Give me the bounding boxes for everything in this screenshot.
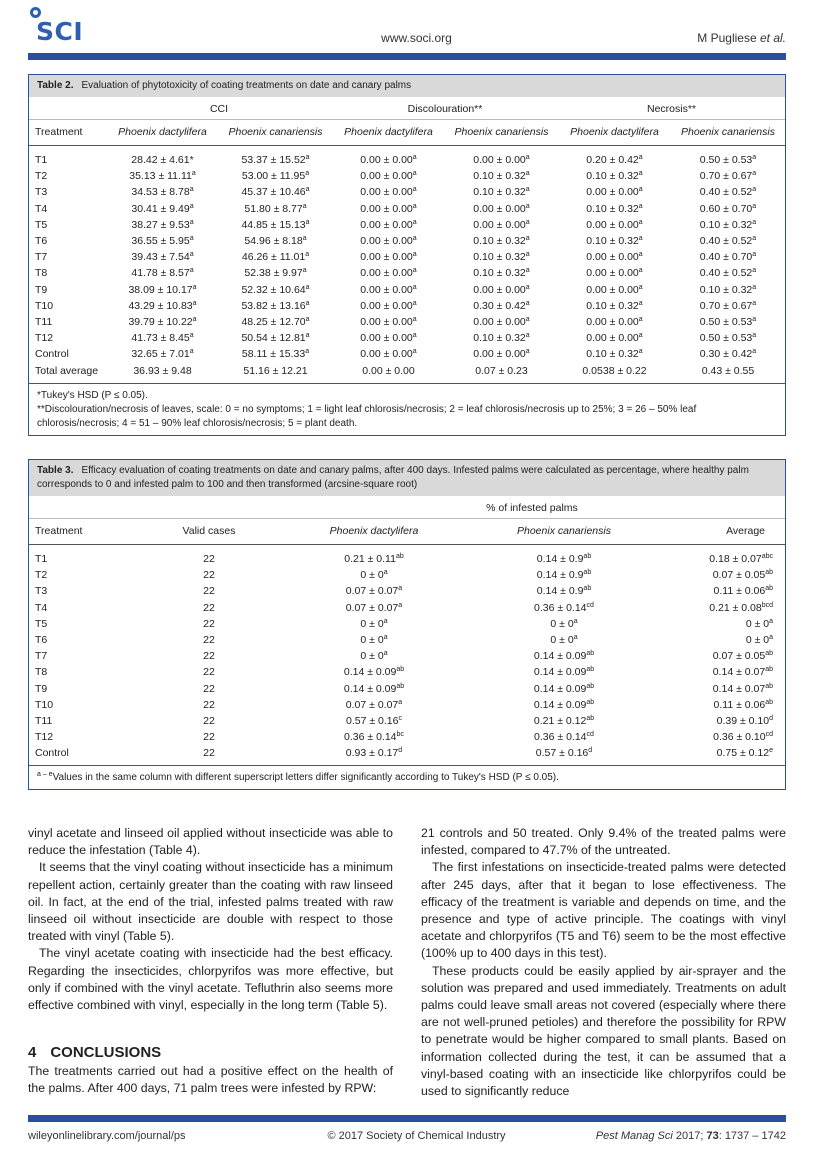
- table-cell: 22: [203, 569, 215, 582]
- table-cell: 0.10 ± 0.32$^a$: [586, 202, 643, 215]
- table-cell: 0.00 ± 0.00$^a$: [360, 251, 417, 264]
- table-cell: T1: [35, 553, 48, 566]
- table-cell: 0.07 ± 0.07$^a$: [345, 585, 403, 598]
- table-2-note: *Tukey's HSD (P ≤ 0.05).: [37, 389, 148, 401]
- table-row: [29, 233, 785, 249]
- table-cell: 22: [203, 617, 215, 630]
- table-cell: 0.10 ± 0.32$^a$: [586, 170, 643, 183]
- table-cell: 0.14 ± 0.07$^{ab}$: [712, 682, 773, 695]
- table-cell: 0.00 ± 0.00$^a$: [473, 348, 530, 361]
- table-row: [29, 265, 785, 281]
- table-cell: 35.13 ± 11.11$^a$: [129, 170, 196, 183]
- table-cell: 28.42 ± 4.61*: [131, 154, 194, 167]
- table-cell: 0.00 ± 0.00$^a$: [586, 251, 643, 264]
- table-cell: T12: [35, 332, 54, 345]
- table-cell: 0.11 ± 0.06$^{ab}$: [713, 698, 773, 711]
- table-row: [29, 664, 785, 680]
- table-cell: 0.14 ± 0.9$^{ab}$: [536, 553, 592, 566]
- table-cell: 0.10 ± 0.32$^a$: [473, 267, 530, 280]
- table-row: [29, 632, 785, 648]
- table-cell: 53.82 ± 13.16$^a$: [241, 299, 310, 312]
- table-row: [29, 184, 785, 200]
- table-cell: 0.14 ± 0.09$^{ab}$: [533, 666, 595, 679]
- paragraph: The treatments carried out had a positive effect on the health of the palms. After 400 days, 71 palm trees were infested by RPW:: [28, 1064, 393, 1096]
- section-heading: 4 CONCLUSIONS: [28, 1044, 162, 1061]
- table-cell: T11: [35, 714, 53, 727]
- table-cell: 52.38 ± 9.97$^a$: [244, 267, 307, 280]
- table-cell: 0.00 ± 0.00$^a$: [473, 202, 530, 215]
- table-row: [29, 201, 785, 217]
- table-cell: T9: [35, 283, 48, 296]
- table-cell: 0.14 ± 0.09$^{ab}$: [533, 650, 595, 663]
- paragraph: It seems that the vinyl coating without insecticide has a minimum repellent action, certainly greater than the coating with raw linseed oil. In fact, at the end of the trial, infested palms treated with raw linseed oil without insecticide are double with respect to those treated with vinyl (Table 5).: [28, 860, 393, 944]
- table-cell: $0 \pm 0^a$: [550, 617, 578, 630]
- table-row: [29, 362, 785, 382]
- col-species: Phoenix canariensis: [219, 120, 332, 146]
- table-cell: 0.07 ± 0.07$^a$: [345, 698, 403, 711]
- table-2-note: **Discolouration/necrosis of leaves, scale: 0 = no symptoms; 1 = light leaf chlorosis/necrosis; 2 = leaf chlorosis/necrosis up to 25%; 3 = 26 – 50% leaf chlorosis/necrosis; 4 = 51 – 90% leaf chlorosis/necrosis; 5 = plant death.: [37, 403, 697, 429]
- table-cell: Control: [35, 747, 69, 760]
- table-cell: 0.14 ± 0.09$^{ab}$: [343, 682, 405, 695]
- table-cell: T4: [35, 601, 48, 614]
- table-cell: 0.00 ± 0.00$^a$: [473, 283, 530, 296]
- table-cell: 0.50 ± 0.53$^a$: [699, 315, 757, 328]
- table-cell: $0 \pm 0^a$: [550, 634, 578, 647]
- col-treatment: Treatment: [29, 120, 106, 146]
- table-cell: 0.21 ± 0.11$^{ab}$: [344, 553, 404, 566]
- table-cell: 22: [203, 682, 215, 695]
- table-cell: 0.00 ± 0.00$^a$: [586, 218, 643, 231]
- table-cell: 0.43 ± 0.55: [701, 364, 755, 377]
- table-cell: 0.10 ± 0.32$^a$: [699, 218, 757, 231]
- table-cell: 0.00 ± 0.00$^a$: [360, 315, 417, 328]
- col-treatment: Treatment: [29, 519, 139, 545]
- table-cell: 22: [203, 634, 215, 647]
- table-cell: 0.93 ± 0.17$^d$: [345, 747, 403, 760]
- table-cell: 51.80 ± 8.77$^a$: [244, 202, 307, 215]
- table-cell: 52.32 ± 10.64$^a$: [241, 283, 310, 296]
- table-cell: 0.70 ± 0.67$^a$: [699, 299, 757, 312]
- table-row: [29, 681, 785, 697]
- table-cell: 43.29 ± 10.83$^a$: [128, 299, 197, 312]
- table-cell: 0.0538 ± 0.22: [582, 364, 647, 377]
- table-cell: 0.14 ± 0.09$^{ab}$: [533, 682, 595, 695]
- table-cell: 0.14 ± 0.07$^{ab}$: [712, 666, 773, 679]
- table-cell: $0 \pm 0^a$: [360, 569, 388, 582]
- col-species: Phoenix canariensis: [671, 120, 785, 146]
- table-cell: 48.25 ± 12.70$^a$: [241, 315, 310, 328]
- table-cell: 0.10 ± 0.32$^a$: [473, 170, 530, 183]
- table-cell: 38.27 ± 9.53$^a$: [131, 218, 194, 231]
- table-row: [29, 146, 785, 169]
- table-cell: 38.09 ± 10.17$^a$: [128, 283, 197, 296]
- table-cell: 0.10 ± 0.32$^a$: [586, 348, 643, 361]
- table-cell: 0.40 ± 0.52$^a$: [699, 186, 757, 199]
- table-cell: 53.37 ± 15.52$^a$: [241, 154, 310, 167]
- table-cell: 0.50 ± 0.53$^a$: [699, 332, 757, 345]
- table-cell: T5: [35, 218, 48, 231]
- table-cell: 58.11 ± 15.33$^a$: [241, 348, 310, 361]
- col-average: Average: [659, 519, 785, 545]
- table-cell: 0.57 ± 0.16$^c$: [346, 714, 402, 727]
- right-column: [421, 825, 786, 1100]
- table-cell: 22: [203, 698, 215, 711]
- table-cell: $0 \pm 0^a$: [745, 634, 773, 647]
- header-rule: [28, 53, 786, 60]
- table-cell: Control: [35, 348, 69, 361]
- table-cell: 39.79 ± 10.22$^a$: [128, 315, 197, 328]
- table-row: [29, 346, 785, 362]
- table-cell: 41.73 ± 8.45$^a$: [131, 332, 194, 345]
- table-row: [29, 314, 785, 330]
- table-cell: 0.10 ± 0.32$^a$: [699, 283, 757, 296]
- paragraph: 21 controls and 50 treated. Only 9.4% of the treated palms were infested, compared to 47.7% of the untreated.: [421, 826, 786, 858]
- table-cell: 50.54 ± 12.81$^a$: [241, 332, 310, 345]
- table-cell: 0.57 ± 0.16$^d$: [535, 747, 593, 760]
- table-cell: 0.40 ± 0.52$^a$: [699, 235, 757, 248]
- table-cell: 0.00 ± 0.00$^a$: [586, 267, 643, 280]
- table-cell: 36.55 ± 5.95$^a$: [131, 235, 194, 248]
- table-row: [29, 282, 785, 298]
- table-row: [29, 648, 785, 664]
- table-row: [29, 713, 785, 729]
- table-3: [28, 459, 786, 790]
- table-cell: 0.18 ± 0.07$^{abc}$: [709, 553, 773, 566]
- paragraph: The vinyl acetate coating with insecticide had the best efficacy. Regarding the insecticides, chlorpyrifos was more effective, but only if combined with the vinyl acetate. Tefluthrin also seems more effective combined with vinyl, especially in the long term (Table 5).: [28, 946, 393, 1013]
- table-row: [29, 217, 785, 233]
- table-cell: 22: [203, 714, 215, 727]
- table-cell: T8: [35, 267, 48, 280]
- table-cell: T10: [35, 698, 54, 711]
- table-row: [29, 249, 785, 265]
- table-cell: 0.10 ± 0.32$^a$: [473, 186, 530, 199]
- table-cell: 0.00 ± 0.00$^a$: [360, 170, 417, 183]
- table-row: [29, 583, 785, 599]
- paragraph: These products could be easily applied by air-sprayer and the solution was prepared and used immediately. Treatments on adult palms could leave small areas not covered (especially where there are not well-pruned petioles) and therefore the possibility for RPW to penetrate would be higher compared to small plants. Based on information collected during the test, it can be assumed that a vinyl-based coating with an insecticide like chlorpyrifos could be used to significantly reduce: [421, 963, 786, 1099]
- table-cell: 0.00 ± 0.00$^a$: [360, 186, 417, 199]
- table-cell: T12: [35, 731, 54, 744]
- table-cell: 0.00 ± 0.00$^a$: [586, 332, 643, 345]
- col-species: Phoenix dactylifera: [332, 120, 445, 146]
- group-discolouration: Discolouration**: [332, 97, 558, 120]
- table-cell: 0.20 ± 0.42$^a$: [586, 154, 643, 167]
- table-cell: 22: [203, 553, 215, 566]
- table-cell: 36.93 ± 9.48: [133, 364, 192, 377]
- table-cell: $0 \pm 0^a$: [360, 634, 388, 647]
- table-cell: 0.10 ± 0.32$^a$: [473, 332, 530, 345]
- table-cell: 0.07 ± 0.05$^{ab}$: [712, 569, 773, 582]
- table-cell: T7: [35, 251, 48, 264]
- col-species: Phoenix dactylifera: [558, 120, 671, 146]
- table-cell: $0 \pm 0^a$: [360, 650, 388, 663]
- table-cell: 22: [203, 747, 215, 760]
- table-cell: 0.14 ± 0.09$^{ab}$: [533, 698, 595, 711]
- table-cell: 0.14 ± 0.9$^{ab}$: [536, 569, 592, 582]
- table-cell: 0.10 ± 0.32$^a$: [473, 235, 530, 248]
- table-cell: 0.36 ± 0.14$^{cd}$: [534, 601, 594, 614]
- table-cell: 0.36 ± 0.14$^{cd}$: [534, 731, 594, 744]
- col-species: Phoenix canariensis: [469, 519, 659, 545]
- table-cell: 0.11 ± 0.06$^{ab}$: [713, 585, 773, 598]
- table-cell: T2: [35, 170, 48, 183]
- table-cell: 0.39 ± 0.10$^d$: [716, 714, 773, 727]
- table-cell: 0.00 ± 0.00$^a$: [360, 267, 417, 280]
- table-2-notes: [29, 383, 785, 435]
- table-cell: $0 \pm 0^a$: [745, 617, 773, 630]
- table-row: [29, 298, 785, 314]
- table-cell: 0.07 ± 0.05$^{ab}$: [712, 650, 773, 663]
- table-cell: T6: [35, 235, 48, 248]
- table-cell: 0.10 ± 0.32$^a$: [586, 299, 643, 312]
- group-cci: CCI: [106, 97, 332, 120]
- table-cell: 0.00 ± 0.00: [362, 364, 415, 377]
- left-column: [28, 825, 393, 1014]
- table-row: [29, 697, 785, 713]
- table-cell: 0.00 ± 0.00$^a$: [586, 186, 643, 199]
- table-cell: T11: [35, 315, 53, 328]
- table-row: [29, 567, 785, 583]
- table-row: [29, 330, 785, 346]
- table-cell: 0.07 ± 0.23: [475, 364, 528, 377]
- table-cell: 41.78 ± 8.57$^a$: [131, 267, 194, 280]
- table-row: [29, 745, 785, 765]
- footer-copyright: © 2017 Society of Chemical Industry: [327, 1130, 506, 1142]
- group-necrosis: Necrosis**: [558, 97, 785, 120]
- table-cell: 34.53 ± 8.78$^a$: [131, 186, 194, 199]
- table-cell: 22: [203, 601, 215, 614]
- table-cell: 22: [203, 731, 215, 744]
- table-cell: 0.00 ± 0.00$^a$: [473, 154, 530, 167]
- table-cell: 0.21 ± 0.08$^{bcd}$: [709, 601, 773, 614]
- table-cell: T8: [35, 666, 48, 679]
- table-cell: T3: [35, 186, 48, 199]
- table-cell: 0.30 ± 0.42$^a$: [473, 299, 530, 312]
- table-cell: 0.40 ± 0.70$^a$: [699, 251, 757, 264]
- table-cell: 0.00 ± 0.00$^a$: [473, 218, 530, 231]
- table-cell: 0.70 ± 0.67$^a$: [699, 170, 757, 183]
- table-cell: T3: [35, 585, 48, 598]
- table-cell: 0.40 ± 0.52$^a$: [699, 267, 757, 280]
- table-cell: 0.14 ± 0.09$^{ab}$: [343, 666, 405, 679]
- table-cell: 0.00 ± 0.00$^a$: [586, 283, 643, 296]
- table-3-caption: Table 3. Efficacy evaluation of coating treatments on date and canary palms, after 400 days. Infested palms were calculated as percentage, where healthy palm corresponds to 0 and infested palm to 100 and then transformed (arcsine-square root): [29, 460, 785, 496]
- footer-journal-url[interactable]: wileyonlinelibrary.com/journal/ps: [28, 1130, 186, 1142]
- table-cell: $0 \pm 0^a$: [360, 617, 388, 630]
- table-cell: 0.21 ± 0.12$^{ab}$: [533, 714, 595, 727]
- table-cell: 0.10 ± 0.32$^a$: [473, 251, 530, 264]
- table-cell: 0.36 ± 0.10$^{cd}$: [713, 731, 773, 744]
- running-authors: M Pugliese et al.: [697, 31, 786, 45]
- table-row: [29, 168, 785, 184]
- table-cell: 54.96 ± 8.18$^a$: [244, 235, 307, 248]
- col-species: Phoenix dactylifera: [279, 519, 469, 545]
- table-cell: 0.00 ± 0.00$^a$: [360, 283, 417, 296]
- paragraph: vinyl acetate and linseed oil applied without insecticide was able to reduce the infestation (Table 4).: [28, 826, 393, 858]
- left-column-bottom: [28, 1063, 393, 1097]
- table-cell: 0.07 ± 0.07$^a$: [345, 601, 403, 614]
- table-cell: 22: [203, 650, 215, 663]
- col-species: Phoenix canariensis: [445, 120, 558, 146]
- table-cell: 51.16 ± 12.21: [243, 364, 308, 377]
- table-2: [28, 74, 786, 436]
- footer-rule: [28, 1115, 786, 1122]
- table-cell: 45.37 ± 10.46$^a$: [241, 186, 310, 199]
- site-url: www.soci.org: [381, 31, 452, 45]
- table-cell: T7: [35, 650, 48, 663]
- table-cell: T4: [35, 202, 48, 215]
- group-infested: % of infested palms: [279, 496, 785, 519]
- table-cell: T10: [35, 299, 54, 312]
- table-cell: 44.85 ± 15.13$^a$: [241, 218, 310, 231]
- table-row: [29, 729, 785, 745]
- table-cell: 30.41 ± 9.49$^a$: [131, 202, 194, 215]
- paragraph: The first infestations on insecticide-treated palms were detected after 245 days, after that it began to lose effectiveness. The efficacy of the treatment is variable and depends on time, and the presence and type of active principle. The coatings with vinyl acetate and chlorpyrifos (T5 and T6) seem to be the most effective (100% up to 400 days in this test).: [421, 860, 786, 961]
- table-cell: 0.10 ± 0.32$^a$: [586, 235, 643, 248]
- table-cell: 0.30 ± 0.42$^a$: [699, 348, 757, 361]
- table-cell: T9: [35, 682, 48, 695]
- table-cell: 0.00 ± 0.00$^a$: [586, 315, 643, 328]
- table-cell: 22: [203, 666, 215, 679]
- table-cell: 0.00 ± 0.00$^a$: [360, 202, 417, 215]
- table-cell: 39.43 ± 7.54$^a$: [131, 251, 194, 264]
- table-cell: 46.26 ± 11.01$^a$: [241, 251, 310, 264]
- table-cell: 0.36 ± 0.14$^{bc}$: [344, 731, 404, 744]
- table-cell: 32.65 ± 7.01$^a$: [131, 348, 194, 361]
- table-cell: T2: [35, 569, 48, 582]
- table-row: [29, 545, 785, 568]
- table-cell: Total average: [35, 364, 99, 377]
- table-cell: 0.14 ± 0.9$^{ab}$: [536, 585, 592, 598]
- table-cell: T1: [35, 154, 48, 167]
- table-cell: 0.00 ± 0.00$^a$: [360, 218, 417, 231]
- table-cell: 0.00 ± 0.00$^a$: [360, 299, 417, 312]
- table-row: [29, 616, 785, 632]
- table-row: [29, 600, 785, 616]
- footer-citation: Pest Manag Sci 2017; 73: 1737 – 1742: [595, 1130, 786, 1142]
- table-cell: 0.00 ± 0.00$^a$: [360, 348, 417, 361]
- table-cell: T5: [35, 617, 48, 630]
- table-cell: 0.00 ± 0.00$^a$: [473, 315, 530, 328]
- table-2-caption: Table 2. Evaluation of phytotoxicity of coating treatments on date and canary palms: [29, 75, 785, 97]
- table-cell: 0.75 ± 0.12$^e$: [716, 747, 773, 760]
- col-valid-cases: Valid cases: [139, 519, 279, 545]
- table-3-note: $^{a - e}$Values in the same column with different superscript letters differ significantly according to Tukey's HSD (P ≤ 0.05).: [29, 765, 785, 789]
- table-cell: 0.00 ± 0.00$^a$: [360, 235, 417, 248]
- table-cell: T6: [35, 634, 48, 647]
- table-cell: 0.60 ± 0.70$^a$: [699, 202, 757, 215]
- table-cell: 22: [203, 585, 215, 598]
- logo-text: SCI: [36, 17, 84, 46]
- table-cell: 0.00 ± 0.00$^a$: [360, 154, 417, 167]
- col-species: Phoenix dactylifera: [106, 120, 219, 146]
- table-cell: 0.50 ± 0.53$^a$: [699, 154, 757, 167]
- table-cell: 0.00 ± 0.00$^a$: [360, 332, 417, 345]
- table-cell: 53.00 ± 11.95$^a$: [241, 170, 310, 183]
